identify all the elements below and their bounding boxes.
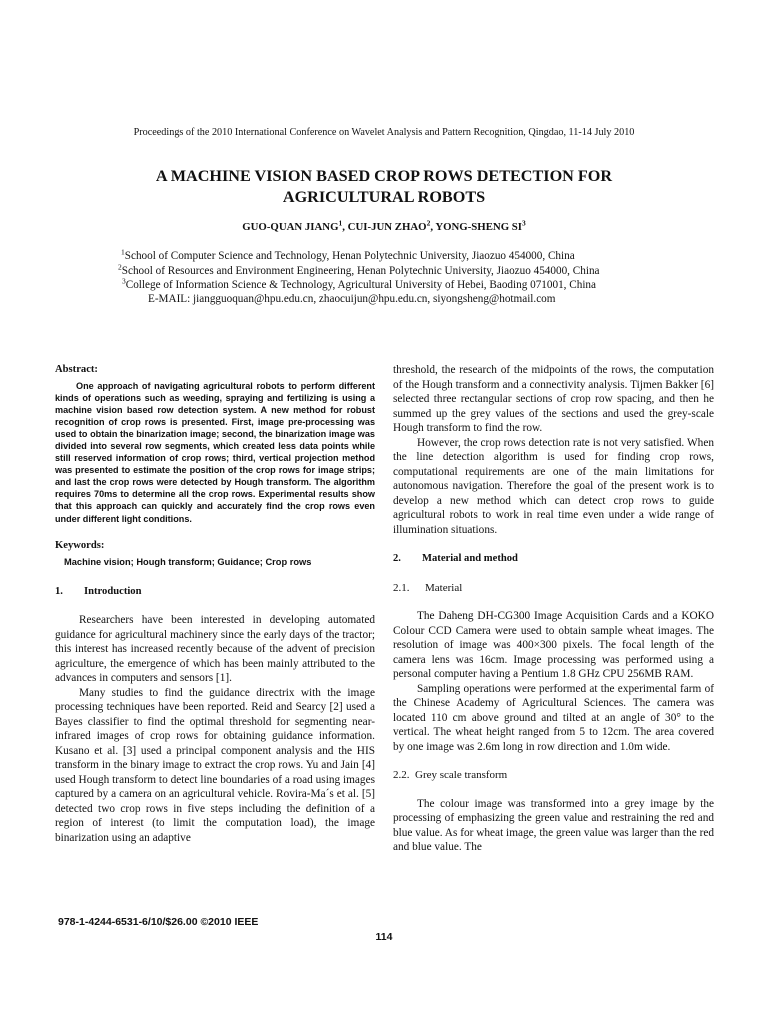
affiliation-text: College of Information Science & Technology, Agricultural University of Hebei, Baoding 071001, China [125,279,596,291]
proceedings-header: Proceedings of the 2010 International Conference on Wavelet Analysis and Pattern Recognition, Qingdao, 11-14 July 2010 [133,127,635,138]
material-paragraph-2: Sampling operations were performed at the experimental farm of the Chinese Academy of Agricultural Sciences. The camera was located 110 cm above ground and tilted at an angle of 30° to the vertical. The wheat height ranged from 5 to 12cm. The area covered by one image was 2.6m long in row direction and 1.0m wide. [393,682,714,753]
author-separator: , [430,221,436,233]
author-sup: 1 [338,218,343,228]
section-title: Introduction [84,585,142,597]
section-2-heading [393,551,714,567]
continuation-paragraph: threshold, the research of the midpoints of the rows, the computation of the Hough transform and a connectivity analysis. Tijmen Bakker [6] selected three rectangular sections of crop row spacing, and then he summed up the grey values of the sections and used the grey-scale Hough transform to find the row. [393,364,714,434]
subsection-number: 2.1. [393,581,410,594]
keywords-heading: Keywords: [55,539,105,551]
left-column [55,363,375,845]
author-separator: , [342,221,348,233]
affiliation-sup: 3 [122,276,126,286]
affiliation-sup: 2 [118,262,122,272]
title-line-1: A MACHINE VISION BASED CROP ROWS DETECTION FOR [155,167,613,185]
author-name: YONG-SHENG SI [435,221,523,233]
section-number: 2. [393,553,401,564]
author-name: GUO-QUAN JIANG [242,221,339,233]
isbn-copyright: 978-1-4244-6531-6/10/$26.00 ©2010 IEEE [58,916,259,928]
author-sup: 3 [522,218,526,228]
section-1-heading [55,584,375,600]
author-name: CUI-JUN ZHAO [347,221,427,233]
author-sup: 2 [426,218,431,228]
grey-transform-paragraph: The colour image was transformed into a grey image by the processing of emphasizing the green value and restraining the red and blue value. As for wheat image, the green value was larger than the red and blue value. The [393,797,714,853]
title-line-2: AGRICULTURAL ROBOTS [282,188,486,206]
affiliation-2 [118,264,600,278]
section-number: 1. [55,585,63,597]
page-number: 114 [375,931,393,943]
subsection-title: Grey scale transform [415,769,508,781]
goal-paragraph: However, the crop rows detection rate is not very satisfied. When the line detection algorithm is used for finding crop rows, computational requirements are one of the main limitations for autonomous navigation. Therefore the goal of the present work is to develop a new method which can detect crop rows to guide agricultural robots to work in real time even under a wide range of illumination situations. [393,436,714,536]
affiliation-text: School of Computer Science and Technology, Henan Polytechnic University, Jiaozuo 454000, China [124,250,575,262]
email-line: E-MAIL: jiangguoquan@hpu.edu.cn, zhaocuijun@hpu.edu.cn, siyongsheng@hotmail.com [148,293,556,305]
abstract-heading: Abstract: [55,364,98,375]
affiliation-3 [122,278,596,292]
author-list [0,218,768,233]
intro-paragraph-1: Researchers have been interested in developing automated guidance for agricultural machinery since the early days of the tractor; this interest has increased recently because of the advent of precision agriculture, the emergence of which has been mainly attributed to the advances in computers and sensors [1]. [55,614,375,685]
material-paragraph-1: The Daheng DH-CG300 Image Acquisition Cards and a KOKO Colour CCD Camera were used to obtain sample wheat images. The resolution of image was 400×300 pixels. The focal length of the camera lens was 16cm. Image processing was performed using a personal computer having a Pentium 1.8 GHz CPU 256MB RAM. [393,610,714,680]
subsection-2-2-heading [393,768,714,783]
section-title: Material and method [422,553,518,564]
paper-title [80,166,688,208]
affiliation-sup: 1 [121,247,125,257]
subsection-title: Material [425,581,463,594]
affiliation-1 [121,249,575,263]
subsection-2-1-heading [393,581,714,596]
subsection-number: 2.2. [393,769,410,781]
keywords-body: Machine vision; Hough transform; Guidance; Crop rows [64,557,312,568]
right-column [393,363,714,855]
intro-paragraph-2: Many studies to find the guidance directrix with the image processing techniques have been reported. Reid and Searcy [2] used a Bayes classifier to find the optimal threshold for segmenting near-infrared images of crop rows for obtaining guidance information. Kusano et al. [3] used a principal component analysis and the HIS transform in the binary image to extract the crop rows. Yu and Jain [4] used Hough transform to detect line boundaries of a road using images captured by a camera on an agricultural vehicle. Rovira-Ma´s et al. [5] detected two crop rows in five steps including the definition of a region of interest (to limit the computation load), the image binarization using an adaptive [55,686,375,844]
abstract-body: One approach of navigating agricultural robots to perform different kinds of operations such as weeding, spraying and fertilizing is using a machine vision based row detection system. A new method for robust recognition of crop rows is presented. First, image pre-processing was used to obtain the binarization image; second, the binarization image was divided into several row segments, which created less data points while still reserved information of crop rows; third, vertical projection method was presented to estimate the position of the crop rows for image strips; and last the crop rows were detected by Hough transform. The algorithm requires 70ms to determine all the crop rows. Experimental results show that this approach can quickly and accurately find the crop rows even under different light conditions. [55,380,375,524]
affiliation-text: School of Resources and Environment Engineering, Henan Polytechnic University, Jiaozuo 454000, China [121,265,600,277]
